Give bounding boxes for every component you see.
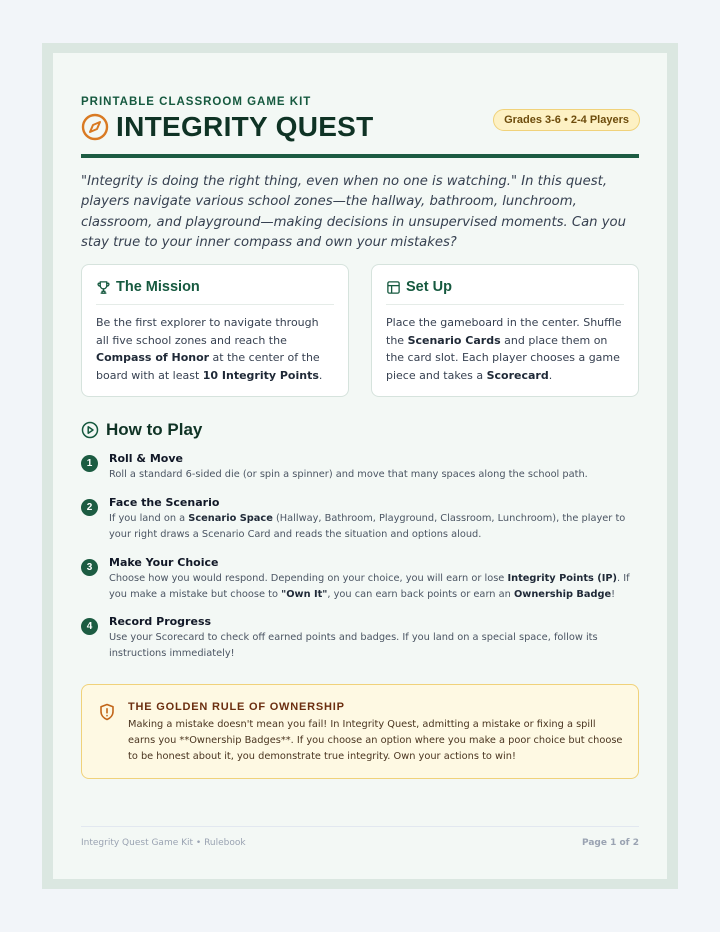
step-description: Roll a standard 6-sided die (or spin a spinner) and move that many spaces along the school path. [109, 469, 588, 480]
trophy-icon [96, 280, 111, 295]
step-description: If you land on a Scenario Space (Hallway, Bathroom, Playground, Classroom, Lunchroom), the player to your right draws a Scenario Card and reads the situation and options aloud. [109, 513, 626, 541]
page-frame [42, 43, 678, 889]
step-title: Record Progress [109, 615, 212, 628]
shield-alert-icon [98, 703, 116, 721]
page-title: INTEGRITY QUEST [116, 111, 374, 142]
page-number: Page 1 of 2 [582, 838, 639, 848]
setup-heading: Set Up [406, 279, 452, 295]
mission-text: Be the first explorer to navigate through all five school zones and reach the Compass of Honor at the center of the board with at least 10 Integrity Points. [96, 316, 323, 382]
grade-badge: Grades 3-6 • 2-4 Players [493, 109, 640, 131]
step-description: Choose how you would respond. Depending on your choice, you will earn or lose Integrity Points (IP). If you make a mistake but choose to "Own It", you can earn back points or earn an Ownership Badge! [109, 573, 630, 601]
setup-text: Place the gameboard in the center. Shuffle the Scenario Cards and place them on the card slot. Each player chooses a game piece and takes a Scorecard. [386, 316, 622, 382]
scorecard: Scorecard [486, 368, 549, 382]
golden-rule-callout [81, 684, 639, 779]
compass-icon [81, 113, 109, 141]
setup-header [386, 279, 624, 305]
mission-header [96, 279, 334, 305]
mission-card [81, 264, 349, 397]
play-circle-icon [81, 421, 99, 439]
how-to-play-heading: How to Play [106, 420, 203, 439]
title-divider [81, 154, 639, 158]
step-number: 4 [81, 618, 98, 635]
footer-title: Integrity Quest Game Kit • Rulebook [81, 838, 246, 848]
intro-quote: "Integrity is doing the right thing, even when no one is watching." In this quest, players navigate various school zones—the hallway, bathroom, lunchroom, classroom, and playground—making decisions in unsupervised moments. Can you stay true to your inner compass and own your mistakes? [81, 174, 626, 250]
golden-rule-body: Making a mistake doesn't mean you fail! In Integrity Quest, admitting a mistake or fixing a spill earns you **Ownership Badges**. If you choose an option where you make a poor choice but choose to be honest about it, you demonstrate true integrity. Own your actions to win! [128, 719, 623, 763]
step-title: Make Your Choice [109, 556, 219, 569]
step-number: 1 [81, 455, 98, 472]
footer-divider [81, 826, 639, 827]
kicker: PRINTABLE CLASSROOM GAME KIT [81, 96, 312, 108]
setup-card [371, 264, 639, 397]
compass-of-honor: Compass of Honor [96, 351, 210, 364]
how-to-play-header [81, 420, 202, 440]
step-title: Roll & Move [109, 452, 183, 465]
integrity-points-goal: 10 Integrity Points [202, 368, 319, 382]
scenario-cards: Scenario Cards [407, 333, 501, 347]
mission-heading: The Mission [116, 279, 200, 295]
step-description: Use your Scorecard to check off earned points and badges. If you land on a special space, follow its instructions immediately! [109, 632, 598, 660]
step-number: 2 [81, 499, 98, 516]
rulebook-page [53, 53, 667, 879]
golden-rule-title: THE GOLDEN RULE OF OWNERSHIP [128, 701, 345, 713]
layout-icon [386, 280, 401, 295]
step-number: 3 [81, 559, 98, 576]
title-row [81, 111, 374, 143]
step-title: Face the Scenario [109, 496, 220, 509]
